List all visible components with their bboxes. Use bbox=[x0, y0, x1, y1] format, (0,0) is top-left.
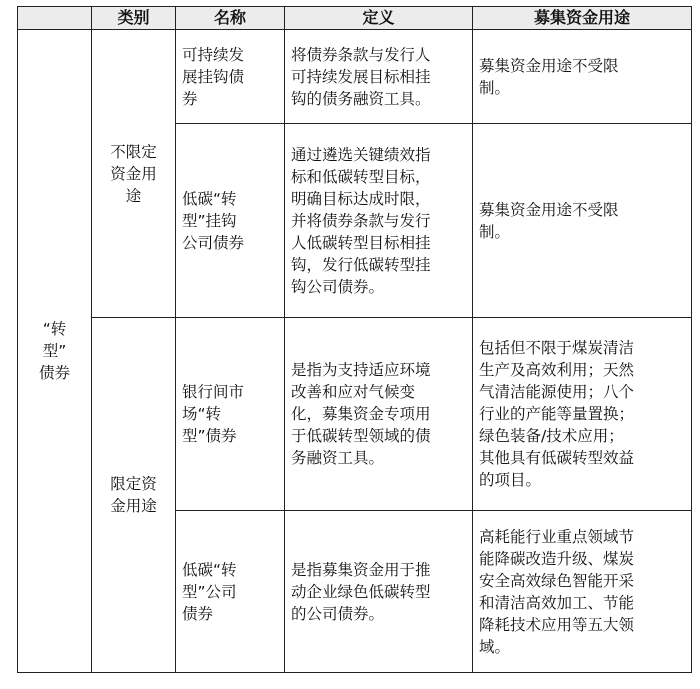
header-definition: 定义 bbox=[285, 7, 473, 30]
definition-cell: 是指为支持适应环境 改善和应对气候变 化，募集资金专项用 于低碳转型领域的债 务融资工具。 bbox=[285, 318, 473, 511]
fund-use-cell: 包括但不限于煤炭清洁 生产及高效利用；天然 气清洁能源使用；八个 行业的产能等量置换； 绿色装备/技术应用； 其他具有低碳转型效益 的项目。 bbox=[473, 318, 692, 511]
table-row bbox=[18, 318, 692, 511]
definition-cell: 是指募集资金用于推 动企业绿色低碳转型 的公司债券。 bbox=[285, 511, 473, 673]
bond-category-cell: “转 型” 债券 bbox=[18, 30, 92, 673]
header-name: 名称 bbox=[176, 7, 285, 30]
header-fund-use: 募集资金用途 bbox=[473, 7, 692, 30]
bond-name-cell: 可持续发 展挂钩债 券 bbox=[176, 30, 285, 124]
fund-use-cell: 募集资金用途不受限 制。 bbox=[473, 30, 692, 124]
table-row bbox=[18, 30, 692, 124]
group-label-unrestricted: 不限定 资金用 途 bbox=[92, 30, 176, 318]
bond-name-cell: 低碳“转 型”公司 债券 bbox=[176, 511, 285, 673]
transition-bond-table bbox=[17, 6, 692, 673]
header-blank bbox=[18, 7, 92, 30]
definition-cell: 将债券条款与发行人 可持续发展目标相挂 钩的债务融资工具。 bbox=[285, 30, 473, 124]
fund-use-cell: 高耗能行业重点领域节 能降碳改造升级、煤炭 安全高效绿色智能开采 和清洁高效加工、节能 降耗技术应用等五大领 域。 bbox=[473, 511, 692, 673]
definition-cell: 通过遴选关键绩效指 标和低碳转型目标， 明确目标达成时限， 并将债券条款与发行 人低碳转型目标相挂 钩，发行低碳转型挂 钩公司债券。 bbox=[285, 124, 473, 318]
group-label-restricted: 限定资 金用途 bbox=[92, 318, 176, 673]
header-category: 类别 bbox=[92, 7, 176, 30]
bond-name-cell: 低碳“转 型”挂钩 公司债券 bbox=[176, 124, 285, 318]
header-row bbox=[18, 7, 692, 30]
bond-name-cell: 银行间市 场“转 型”债券 bbox=[176, 318, 285, 511]
fund-use-cell: 募集资金用途不受限 制。 bbox=[473, 124, 692, 318]
